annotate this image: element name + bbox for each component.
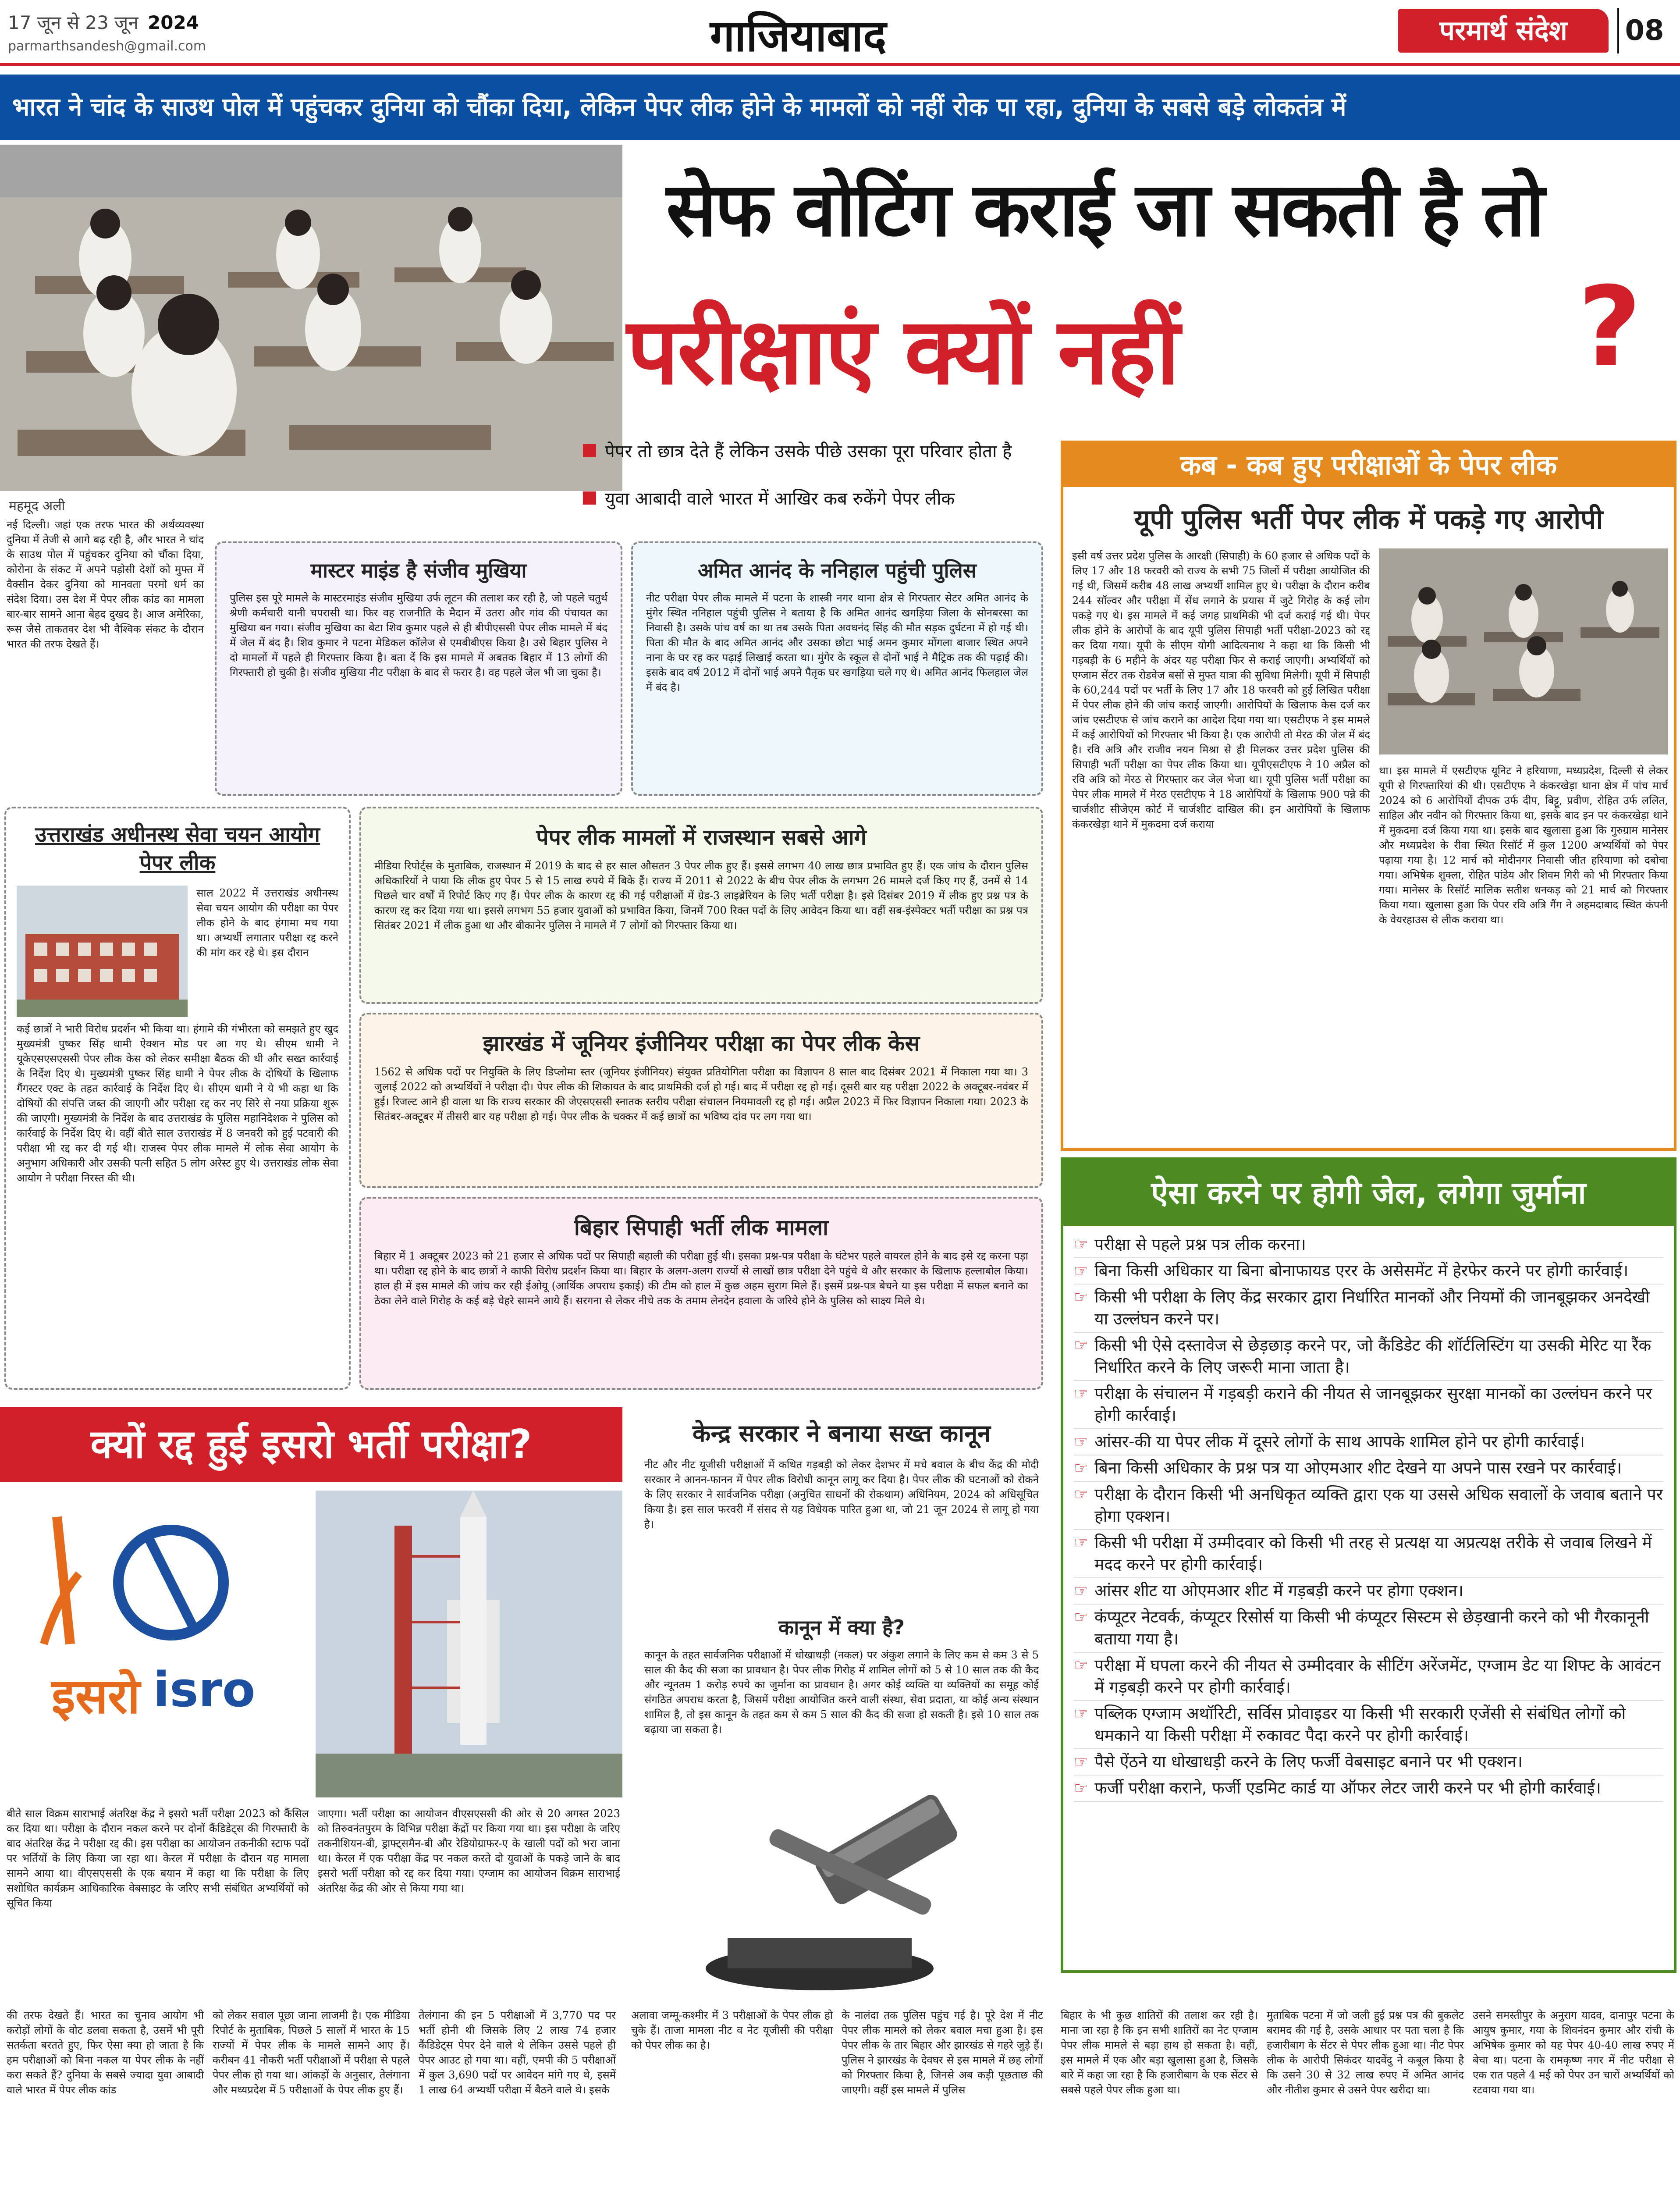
- square-bullet-icon: [583, 444, 596, 457]
- jail-item-text: आंसर शीट या ओएमआर शीट में गड़बड़ी करने पर होगा एक्शन।: [1094, 1581, 1463, 1600]
- lower-col-2: को लेकर सवाल पूछा जाना लाजमी है। एक मीडिया रिपोर्ट के मुताबिक, पिछले 5 सालों में भारत के 15 राज्यों में पेपर लीक के मामले सामने आए हैं। करीबन 41 नौकरी भर्ती परीक्षाओं में परीक्षा से पहले पेपर लीक हो गया था। आंकड़ों के अनुसार, तेलंगाना और मध्यप्रदेश में 5 परीक्षाओं के पेपर लीक हुए हैं।: [213, 2009, 410, 2096]
- isro-logo: [4, 1499, 302, 1771]
- bihar-text: बिहार में 1 अक्टूबर 2023 को 21 हजार से अधिक पदों पर सिपाही बहाली की परीक्षा हुई थी। इसका प्रश्न-पत्र परीक्षा के घंटेभर पहले वायरल होने के बाद इसे रद्द करना पड़ा था। परीक्षा रद्द होने के बाद छात्रों ने काफी विरोध प्रदर्शन किया था। बिहार के अलग-अलग राज्यों से लाखों छात्र परीक्षा देने पहुंचे थे और सरकार के खिलाफ हल्लाबोल किया। हाल ही में इस मामले की जांच कर रही ईओयू (आर्थिक अपराध इकाई) की टीम को हाल में कुछ अहम सुराग मिले हैं। इसमें प्रश्न-पत्र बेचने या इस परीक्षा में सफल बनाने का ठेका लेने वाले गिरोह के कई बड़े चेहरे सामने आये हैं। सरगना से लेकर नीचे तक के तमाम लेनदेन हवाला के जरिये होने के पुलिस को साक्ष्य मिले थे।: [374, 1250, 1028, 1307]
- top-banner: [0, 75, 1680, 140]
- jail-item-text: किसी भी ऐसे दस्तावेज से छेड़छाड़ करने पर, जो कैंडिडेट की शॉर्टलिस्टिंग या उसकी मेरिट या रैंक निर्धारित करने के लिए जरूरी माना जाता है।: [1094, 1336, 1652, 1377]
- law-subtitle: कानून में क्या है?: [778, 1616, 905, 1639]
- jail-list-item: [1074, 1605, 1663, 1653]
- issue-date: 17 जून से 23 जून: [8, 12, 139, 33]
- bihar-box: [359, 1197, 1043, 1390]
- jail-section: [1061, 1157, 1676, 1973]
- isro-text-2: जाएगा। भर्ती परीक्षा का आयोजन वीएसएससी की ओर से 20 अगस्त 2023 को तिरुवनंतपुरम के विभिन्न परीक्षा केंद्रों पर किया गया था। इस परीक्षा के जरिए तकनीशियन-बी, ड्राफ्ट्समैन-बी और रेडियोग्राफर-ए के खाली पदों को भरा जाना था। केरल में एक परीक्षा केंद्र पर नकल करते दो युवाओं के पकड़े जाने के बाद इसरो भर्ती परीक्षा को रद्द कर दिया गया। एग्जाम का आयोजन विक्रम साराभाई अंतरिक्ष केंद्र की ओर से किया गया था।: [318, 1808, 620, 1894]
- headline-bullet-2: [583, 486, 955, 510]
- rocket-launch-illustration: [316, 1491, 622, 1797]
- building-illustration: [17, 886, 188, 1017]
- jail-item-text: कंप्यूटर नेटवर्क, कंप्यूटर रिसोर्स या किसी भी कंप्यूटर सिस्टम से छेड़खानी करने को भी गैरकानूनी बताया गया है।: [1094, 1608, 1649, 1648]
- lead-column: नई दिल्ली। जहां एक तरफ भारत की अर्थव्यवस्था दुनिया में तेजी से आगे बढ़ रही है, और भारत ने चांद के साउथ पोल में पहुंचकर दुनिया को चौंका दिया, कोरोना के संकट में अपने पड़ोसी देशों को मुफ्त में वैक्सीन देकर दुनिया को मानवता परमो धर्म का संदेश दिया। उस देश में पेपर लीक कांड का मामला बार-बार सामने आना बेहद दुखद है। आज अमेरिका, रूस जैसे ताकतवर देश भी वैश्विक संकट के दौरान भारत की तरफ देखते हैं।: [7, 519, 204, 650]
- jail-list-item: [1074, 1381, 1663, 1429]
- jail-item-text: किसी भी परीक्षा में उम्मीदवार को किसी भी तरह से प्रत्यक्ष या अप्रत्यक्ष तरीके से जवाब लिखने में मदद करने पर होगी कार्रवाई।: [1094, 1533, 1652, 1574]
- amit-title: अमित आनंद के ननिहाल पहुंची पुलिस: [698, 559, 977, 582]
- kab-title: यूपी पुलिस भर्ती पेपर लीक में पकड़े गए आरोपी: [1134, 503, 1603, 535]
- jail-list-item: [1074, 1578, 1663, 1605]
- pointing-hand-icon: ☞: [1074, 1533, 1089, 1552]
- uttarakhand-side-text: साल 2022 में उत्तराखंड अधीनस्थ सेवा चयन आयोग की परीक्षा का पेपर लीक होने के बाद हंगामा मच गया था। अभ्यर्थी लगातार परीक्षा रद्द करने की मांग कर रहे थे। इस दौरान: [196, 887, 338, 959]
- isro-logo-hindi: इसरो: [51, 1668, 140, 1724]
- jail-item-text: पब्लिक एग्जाम अथॉरिटी, सर्विस प्रोवाइडर या किसी भी सरकारी एजेंसी से संबंधित लोगों को धमकाने या किसी परीक्षा में रुकावट पैदा करने पर होगी कार्रवाई।: [1094, 1704, 1626, 1745]
- lower-col-3: तेलंगाना की इन 5 परीक्षाओं में 3,770 पद पर भर्ती होनी थी जिसके लिए 2 लाख 74 हजार कैंडिडेट्स पेपर देने वाले थे लेकिन उससे पहले ही पेपर आउट हो गया था। वहीं, एमपी की 5 परीक्षाओं में कुल 3,690 पदों पर आवेदन मांगे गए थे, इसमें 1 लाख 64 अभ्यर्थी परीक्षा में बैठने वाले थे। इसके: [419, 2009, 616, 2096]
- jharkhand-text: 1562 से अधिक पदों पर नियुक्ति के लिए डिप्लोमा स्तर (जूनियर इंजीनियर) संयुक्त प्रतियोगिता परीक्षा का विज्ञापन 8 साल बाद दिसंबर 2021 में निकाला गया था। 3 जुलाई 2022 को अभ्यर्थियों ने परीक्षा दी। पेपर लीक की शिकायत के बाद प्राथमिकी दर्ज हो गई। बाद में परीक्षा रद्द हो गई। दूसरी बार यह परीक्षा 2022 के अक्टूबर-नवंबर में हुई। रिजल्ट आने ही वाला था कि राज्य सरकार की जेएसएससी स्नातक स्तरीय परीक्षा संचालन नियमावली रद्द हो गई। अप्रैल 2023 में फिर विज्ञापन निकाला गया। 2023 के सितंबर-अक्टूबर में तीसरी बार यह परीक्षा हो गई। पेपर लीक के चक्कर में कई छात्रों का भविष्य दांव पर लग गया था।: [374, 1066, 1028, 1123]
- lower-col-4: अलावा जम्मू-कश्मीर में 3 परीक्षाओं के पेपर लीक हो चुके हैं। ताजा मामला नीट व नेट यूजीसी की परीक्षा को पेपर लीक का है।: [631, 2009, 833, 2051]
- kab-text-b: था। इस मामले में एसटीएफ यूनिट ने हरियाणा, मध्यप्रदेश, दिल्ली से लेकर यूपी से गिरफ्तारियां की थी। एसटीएफ ने कंकरखेड़ा थाना क्षेत्र में पांच मार्च 2024 को 6 आरोपियों दीपक उर्फ दीप, बिट्टू, प्रवीण, रोहित उर्फ ललित, साहिल और नवीन को गिरफ्तार किया था, इसके बाद इन पर कंकरखेड़ा थाने में मुकदमा दर्ज किया गया था। इसके बाद खुलासा हुआ कि गुरुग्राम मानेसर और मध्यप्रदेश के रीवा स्थित रिसॉर्ट में कुल 1200 अभ्यर्थियों को पेपर पढ़ाया गया है। 12 मार्च को मोदीनगर निवासी जीत हरियाणा को दबोचा गया। अभिषेक शुक्ला, रोहित पांडेय और शिवम गिरी को भी गिरफ्तार किया गया। मानेसर के रिसॉर्ट मालिक सतीश धनकड़ को 21 मार्च को गिरफ्तार किया गया। खुलासा हुआ कि पेपर रवि अत्रि गैंग ने अहमदाबाद स्थित कंपनी के वेयरहाउस से लीक कराया था।: [1379, 765, 1668, 926]
- bihar-title: बिहार सिपाही भर्ती लीक मामला: [574, 1215, 829, 1240]
- masthead: [0, 0, 1680, 66]
- jail-list-item: [1074, 1232, 1663, 1258]
- law-section: [631, 1407, 1052, 1999]
- jail-list-item: [1074, 1455, 1663, 1482]
- kab-text-a: इसी वर्ष उत्तर प्रदेश पुलिस के आरक्षी (सिपाही) के 60 हजार से अधिक पदों के लिए 17 और 18 फरवरी को राज्य के सभी 75 जिलों में परीक्षा आयोजित की गई थी, जिसमें करीब 48 लाख अभ्यर्थी शामिल हुए थे। परीक्षा के दौरान करीब 244 सॉल्वर और परीक्षा में सेंध लगाने के प्रयास में जुटे गिरोह के कई लोग पकड़े गए थे। इस मामले में कई जगह प्राथमिकी भी दर्ज कराई गई थी। पेपर लीक होने के आरोपों के बाद यूपी पुलिस सिपाही भर्ती परीक्षा-2023 को रद्द कर दिया गया। यूपी के सीएम योगी आदित्यनाथ ने कहा था कि किसी भी गड़बड़ी के 6 महीने के अंदर यह परीक्षा फिर से कराई जाएगी। अभ्यर्थियों को एग्जाम सेंटर तक रोडवेज बसों से मुफ्त यात्रा की सुविधा मिलेगी। यूपी में सिपाही के 60,244 पदों पर भर्ती के लिए 17 और 18 फरवरी को हुई लिखित परीक्षा में पेपर लीक होने की जांच कराई जाएगी। आरोपियों के खिलाफ केस दर्ज कर जांच एसटीएफ से जांच कराने का आदेश दिया गया था। एसटीएफ ने इस मामले में कई आरोपियों को गिरफ्तार भी किया है। एक आरोपी तो मेरठ की जेल में बंद है। रवि अत्रि और राजीव नयन मिश्रा से ही मिलकर उत्तर प्रदेश पुलिस की सिपाही भर्ती परीक्षा का पेपर लीक किया था। यूपीएसटीएफ ने 10 अप्रैल को रवि अत्रि को मेरठ से गिरफ्तार कर जेल भेजा था। यूपी पुलिस भर्ती परीक्षा का पेपर लीक मामले में मेरठ एसटीएफ ने 18 आरोपियों के खिलाफ 900 पन्ने की चार्जशीट सीजेएम कोर्ट में चार्जशीट दाखिल की। इन आरोपियों के खिलाफ कंकरखेड़ा थाने में मुकदमा दर्ज कराया: [1072, 550, 1370, 830]
- amit-box: [631, 541, 1043, 796]
- exam-hall-photo: [0, 145, 622, 491]
- pointing-hand-icon: ☞: [1074, 1752, 1089, 1771]
- headline-question-mark: ?: [1578, 263, 1642, 391]
- jail-item-text: पैसे ऐंठने या धोखाधड़ी करने के लिए फर्जी वेबसाइट बनाने पर भी एक्शन।: [1094, 1752, 1523, 1771]
- jail-item-text: परीक्षा में घपला करने की नीयत से उम्मीदवार के सीटिंग अरेंजमेंट, एग्जाम डेट या शिफ्ट के आवंटन में गड़बड़ी करने पर होगी कार्रवाई।: [1094, 1656, 1661, 1697]
- jharkhand-box: [359, 1013, 1043, 1188]
- pointing-hand-icon: ☞: [1074, 1704, 1089, 1723]
- amit-text: नीट परीक्षा पेपर लीक मामले में पटना के शास्त्री नगर थाना क्षेत्र से गिरफ्तार सेटर अमित आनंद के मुंगेर स्थित ननिहाल पहुंची पुलिस ने बताया है कि अमित आनंद खगड़िया जिला के सोनबरसा का निवासी है। उसके पांच वर्ष का था तब उसके पिता अवधनंद सिंह की मौत सड़क दुर्घटना में हो गई थी। पिता की मौत के बाद अमित आनंद और उसका छोटा भाई अमन कुमार मोंगला बाजार स्थित अपने नाना के घर रह कर पढ़ाई लिखाई करता था। मुंगेर के स्कूल से दोनों भाई ने मैट्रिक तक की पढ़ाई की। इसके बाद वर्ष 2012 में दोनों भाई अपने पैतृक घर खगड़िया चले गए थे। अमित आनंद फिलहाल जेल में बंद है।: [646, 592, 1028, 694]
- mastermind-box: [215, 541, 622, 796]
- isro-text-1: बीते साल विक्रम साराभाई अंतरिक्ष केंद्र ने इसरो भर्ती परीक्षा 2023 को कैंसिल कर दिया था। परीक्षा के दौरान नकल करने पर दोनों कैंडिडेट्स की गिरफ्तारी के बाद अंतरिक्ष केंद्र ने परीक्षा रद्द की। इस परीक्षा का आयोजन तकनीकी स्टाफ पदों पर भर्तियों के लिए किया जा रहा था। केरल में परीक्षा के दौरान यह मामला सामने आया था। वीएसएससी के एक बयान में कहा था कि परीक्षा के लिए सशोधित कार्यक्रम आधिकारिक वेबसाइट के जरिए सभी संबंधित अभ्यर्थियों को सूचित किया: [7, 1808, 309, 1909]
- kab-header: कब - कब हुए परीक्षाओं के पेपर लीक: [1063, 443, 1674, 487]
- jail-item-text: परीक्षा के संचालन में गड़बड़ी कराने की नीयत से जानबूझकर सुरक्षा मानकों का उल्लंघन करने पर होगी कार्रवाई।: [1094, 1384, 1652, 1425]
- kab-section: [1061, 441, 1676, 1151]
- headline-line1: सेफ वोटिंग कराई जा सकती है तो: [666, 167, 1543, 253]
- headline-line2: परीक्षाएं क्यों नहीं: [627, 298, 1178, 405]
- issue-year: 2024: [148, 12, 199, 33]
- rajasthan-box: [359, 807, 1043, 1004]
- jail-item-text: किसी भी परीक्षा के लिए केंद्र सरकार द्वारा निर्धारित मानकों और नियमों की जानबूझकर अनदेखी या उल्लंघन करने पर।: [1094, 1288, 1650, 1328]
- isro-logo-english: isro: [153, 1662, 256, 1718]
- byline: महमूद अली: [9, 498, 65, 514]
- rajasthan-text: मीडिया रिपोर्ट्स के मुताबिक, राजस्थान में 2019 के बाद से हर साल औसतन 3 पेपर लीक हुए हैं। इससे लगभग 40 लाख छात्र प्रभावित हुए हैं। एक जांच के दौरान पुलिस अधिकारियों ने पाया कि लीक हुए पेपर 5 से 15 लाख रुपये में बिके हैं। राज्य में 2011 से 2022 के बीच पेपर लीक के लगभग 26 मामले दर्ज किए गए हैं, उनमें से 14 पिछले चार वर्षों में रिपोर्ट किए गए हैं। पेपर लीक के कारण रद्द की गई परीक्षाओं में ग्रेड-3 लाइब्रेरियन के लिए भर्ती परीक्षा है। इसे दिसंबर 2019 में लीक हुए प्रश्न पत्र के कारण रद्द कर दिया गया था। इससे लगभग 55 हजार युवाओं को प्रभावित किया, जिनमें 700 रिक्त पदों के लिए आवेदन किया था। वहीं सब-इंस्पेक्टर भर्ती परीक्षा का प्रश्न पत्र सितंबर 2021 में लीक हुआ था और बीकानेर पुलिस ने मामले में 7 लोगों को गिरफ्तार किया था।: [374, 860, 1028, 932]
- lower-col-6: बिहार के भी कुछ शातिरों की तलाश कर रही है। माना जा रहा है कि इन सभी शातिरों का नेट एग्जाम पेपर लीक मामले से बड़ा हाथ हो सकता है। वहीं, इस मामले में एक और बड़ा खुलासा हुआ है, जिसके बारे में कहा जा रहा है कि हजारीबाग के एक सेंटर से सबसे पहले पेपर लीक हुआ था।: [1061, 2009, 1258, 2096]
- pointing-hand-icon: ☞: [1074, 1485, 1089, 1504]
- pointing-hand-icon: ☞: [1074, 1261, 1089, 1280]
- banner-text: भारत ने चांद के साउथ पोल में पहुंचकर दुनिया को चौंका दिया, लेकिन पेपर लीक होने के मामलों को नहीं रोक पा रहा, दुनिया के सबसे बड़े लोकतंत्र में: [12, 93, 1346, 121]
- law-title: केन्द्र सरकार ने बनाया सख्त कानून: [693, 1420, 991, 1447]
- uttarakhand-building-photo: [17, 886, 188, 1017]
- jail-list-item: [1074, 1285, 1663, 1333]
- exam-hall-illustration-small: [1379, 548, 1668, 754]
- headline-bullet-1: [583, 438, 1012, 463]
- jail-list-item: [1074, 1333, 1663, 1381]
- pointing-hand-icon: ☞: [1074, 1581, 1089, 1600]
- pointing-hand-icon: ☞: [1074, 1235, 1089, 1254]
- mastermind-text: पुलिस इस पूरे मामले के मास्टरमाइंड संजीव मुखिया उर्फ लूटन की तलाश कर रही है, जो पहले चतुर्थ श्रेणी कर्मचारी यानी चपरासी था। फिर वह राजनीति के मैदान में उतरा और गांव की पंचायत का मुखिया बन गया। संजीव मुखिया का बेटा शिव कुमार पहले से ही बीपीएससी पेपर लीक मामले में बंद में जेल में बंद है। शिव कुमार ने पटना मेडिकल कॉलेज से एमबीबीएस किया है। उसे बिहार पुलिस ने दो मामलों में पहले ही गिरफ्तार किया है। बता दें कि इस मामले में अबतक बिहार में 13 लोगों की गिरफ्तारी हो चुकी है। संजीव मुखिया नीट परीक्षा के बाद से फरार है। वह पहले जेल भी जा चुका है।: [230, 592, 607, 679]
- pointing-hand-icon: ☞: [1074, 1384, 1089, 1403]
- pointing-hand-icon: ☞: [1074, 1656, 1089, 1675]
- gavel-icon: [631, 1780, 1052, 1999]
- pointing-hand-icon: ☞: [1074, 1459, 1089, 1477]
- jail-list: [1063, 1226, 1674, 1808]
- headline-bullet-text: पेपर तो छात्र देते हैं लेकिन उसके पीछे उसका पूरा परिवार होता है: [605, 441, 1012, 462]
- brand-logo: परमार्थ संदेश: [1398, 9, 1609, 53]
- jail-header: ऐसा करने पर होगी जेल, लगेगा जुर्माना: [1063, 1160, 1674, 1226]
- square-bullet-icon: [583, 491, 596, 505]
- pointing-hand-icon: ☞: [1074, 1288, 1089, 1306]
- isro-rocket-logo-icon: [4, 1499, 302, 1657]
- page-number: 08: [1617, 8, 1670, 53]
- lower-col-5: के नालंदा तक पुलिस पहुंच गई है। पूरे देश में नीट पेपर लीक मामले को लेकर बवाल मचा हुआ है। इस पेपर लीक के तार बिहार और झारखंड से गहरे जुड़े हैं। पुलिस ने झारखंड के देवघर से इस मामले में छह लोगों को गिरफ्तार किया है, जिनसे अब कड़ी पूछताछ की जाएगी। वहीं इस मामले में पुलिस: [842, 2009, 1043, 2096]
- law-text-2: कानून के तहत सार्वजनिक परीक्षाओं में धोखाधड़ी (नकल) पर अंकुश लगाने के लिए कम से कम 3 से 5 साल की कैद की सजा का प्रावधान है। पेपर लीक गिरोह में शामिल लोगों को 5 से 10 साल तक की कैद और न्यूनतम 1 करोड़ रुपये का जुर्माना का प्रावधान है। अगर कोई व्यक्ति या व्यक्तियों का समूह कोई संगठित अपराध करता है, जिसमें परीक्षा आयोजित करने वाली संस्था, सेवा प्रदाता, या कोई अन्य संस्थान शामिल है, तो इस कानून के तहत कम से कम 5 साल की कैद की सजा हो सकती है। इसे 10 साल तक बढ़ाया जा सकता है।: [644, 1649, 1039, 1736]
- pointing-hand-icon: ☞: [1074, 1336, 1089, 1355]
- isro-header: क्यों रद्द हुई इसरो भर्ती परीक्षा?: [0, 1407, 622, 1482]
- jail-list-item: [1074, 1429, 1663, 1455]
- jail-list-item: [1074, 1482, 1663, 1530]
- uttarakhand-text: कई छात्रों ने भारी विरोध प्रदर्शन भी किया था। हंगामे की गंभीरता को समझते हुए खुद मुख्यमंत्री पुष्कर सिंह धामी ऐक्शन मोड पर आ गए थे। सीएम धामी ने यूकेएसएसएससी पेपर लीक केस को लेकर समीक्षा बैठक की थी और सख्त कार्रवाई के निर्देश दिए थे। मुख्यमंत्री पुष्कर सिंह धामी ने पेपर लीक के दोषियों के खिलाफ गैंगस्टर एक्ट के तहत कार्रवाई के निर्देश दिए थे। सीएम धामी ने ये भी कहा था कि दोषियों की संपत्ति जब्त की जाएगी और परीक्षा रद्द कर नए सिरे से नया प्रक्रिया शुरू की जाएगी। मुख्यमंत्री के निर्देश के बाद उत्तराखंड के पुलिस महानिदेशक ने पुलिस को कार्रवाई के निर्देश दिए थे। वहीं बीते साल उत्तराखंड में 8 जनवरी को हुई पटवारी की परीक्षा भी रद्द कर दी गई थी। राजस्व पेपर लीक मामले में लोक सेवा आयोग के अनुभाग अधिकारी और उसकी पत्नी सहित 5 लोग अरेस्ट हुए थे। उत्तराखंड लोक सेवा आयोग ने परीक्षा निरस्त की थी।: [17, 1023, 338, 1184]
- jail-item-text: आंसर-की या पेपर लीक में दूसरे लोगों के साथ आपके शामिल होने पर होगी कार्रवाई।: [1094, 1432, 1585, 1451]
- pointing-hand-icon: ☞: [1074, 1608, 1089, 1626]
- jail-list-item: [1074, 1701, 1663, 1749]
- uttarakhand-title: उत्तराखंड अधीनस्थ सेवा चयन आयोग पेपर लीक: [35, 822, 320, 875]
- exam-hall-illustration: [0, 145, 622, 491]
- rocket-photo: [316, 1491, 622, 1797]
- jail-list-item: [1074, 1653, 1663, 1701]
- jail-item-text: परीक्षा के दौरान किसी भी अनधिकृत व्यक्ति द्वारा एक या उससे अधिक सवालों के जवाब बताने पर होगा एक्शन।: [1094, 1485, 1663, 1526]
- mastermind-title: मास्टर माइंड है संजीव मुखिया: [310, 559, 527, 582]
- lower-col-7: मुताबिक पटना में जो जली हुई प्रश्न पत्र की बुकलेट बरामद की गई है, उसके आधार पर पता चला है कि हजारीबाग के सेंटर से पेपर लीक हुआ था। नीट पेपर लीक के आरोपी सिकंदर यादवेंदु ने कबूल किया है कि उसने 30 से 32 लाख रुपए में अमित आनंद और नीतीश कुमार से उसने पेपर खरीदा था।: [1267, 2009, 1464, 2096]
- pointing-hand-icon: ☞: [1074, 1432, 1089, 1451]
- pointing-hand-icon: ☞: [1074, 1779, 1089, 1797]
- email: parmarthsandesh@gmail.com: [8, 39, 206, 54]
- lower-col-8: उसने समस्तीपुर के अनुराग यादव, दानापुर पटना के आयुष कुमार, गया के शिवनंदन कुमार और रांची के अभिषेक कुमार को यह पेपर 40-40 लाख रुपए में बेचा था। पटना के रामकृष्ण नगर में नीट परीक्षा से एक रात पहले 4 मई को पेपर उन चारों अभ्यर्थियों को रटवाया गया था।: [1473, 2009, 1674, 2096]
- jail-list-item: [1074, 1258, 1663, 1285]
- uttarakhand-box: [4, 807, 351, 1390]
- headline-bullet-text: युवा आबादी वाले भारत में आखिर कब रुकेंगे पेपर लीक: [605, 489, 955, 509]
- jail-item-text: बिना किसी अधिकार या बिना बोनाफायड एरर के असेसमेंट में हेरफेर करने पर होगी कार्रवाई।: [1094, 1261, 1629, 1280]
- jail-list-item: [1074, 1749, 1663, 1776]
- law-text: नीट और नीट यूजीसी परीक्षाओं में कथित गड़बड़ी को लेकर देशभर में मचे बवाल के बीच केंद्र की मोदी सरकार ने आनन-फानन में पेपर लीक विरोधी कानून लागू कर दिया है। पेपर लीक की घटनाओं को रोकने के लिए सरकार ने सार्वजनिक परीक्षा (अनुचित साधनों की रोकथाम) अधिनियम, 2024 को अधिसूचित किया है। इस साल फरवरी में संसद से यह विधेयक पारित हुआ था, जो 21 जून 2024 से लागू हो गया है।: [644, 1459, 1039, 1530]
- lower-col-1: की तरफ देखते हैं। भारत का चुनाव आयोग भी करोड़ों लोगों के वोट डलवा सकता है, उसमें भी पूरी सतर्कता बरतते हुए, फिर ऐसा क्या हो जाता है कि हम परीक्षाओं को बिना नकल या पेपर लीक के नहीं करा सकते हैं? दुनिया के सबसे ज्यादा युवा आबादी वाले भारत में पेपर लीक कांड: [7, 2009, 204, 2096]
- jail-item-text: फर्जी परीक्षा कराने, फर्जी एडमिट कार्ड या ऑफर लेटर जारी करने पर भी होगी कार्रवाई।: [1094, 1779, 1601, 1797]
- city-title: गाजियाबाद: [710, 10, 887, 61]
- jail-item-text: बिना किसी अधिकार के प्रश्न पत्र या ओएमआर शीट देखने या अपने पास रखने पर कार्रवाई।: [1094, 1459, 1622, 1477]
- jail-list-item: [1074, 1776, 1663, 1802]
- kab-photo: [1379, 548, 1668, 754]
- jail-item-text: परीक्षा से पहले प्रश्न पत्र लीक करना।: [1094, 1235, 1306, 1254]
- rajasthan-title: पेपर लीक मामलों में राजस्थान सबसे आगे: [536, 825, 867, 850]
- jail-list-item: [1074, 1530, 1663, 1578]
- jharkhand-title: झारखंड में जूनियर इंजीनियर परीक्षा का पेपर लीक केस: [483, 1031, 920, 1056]
